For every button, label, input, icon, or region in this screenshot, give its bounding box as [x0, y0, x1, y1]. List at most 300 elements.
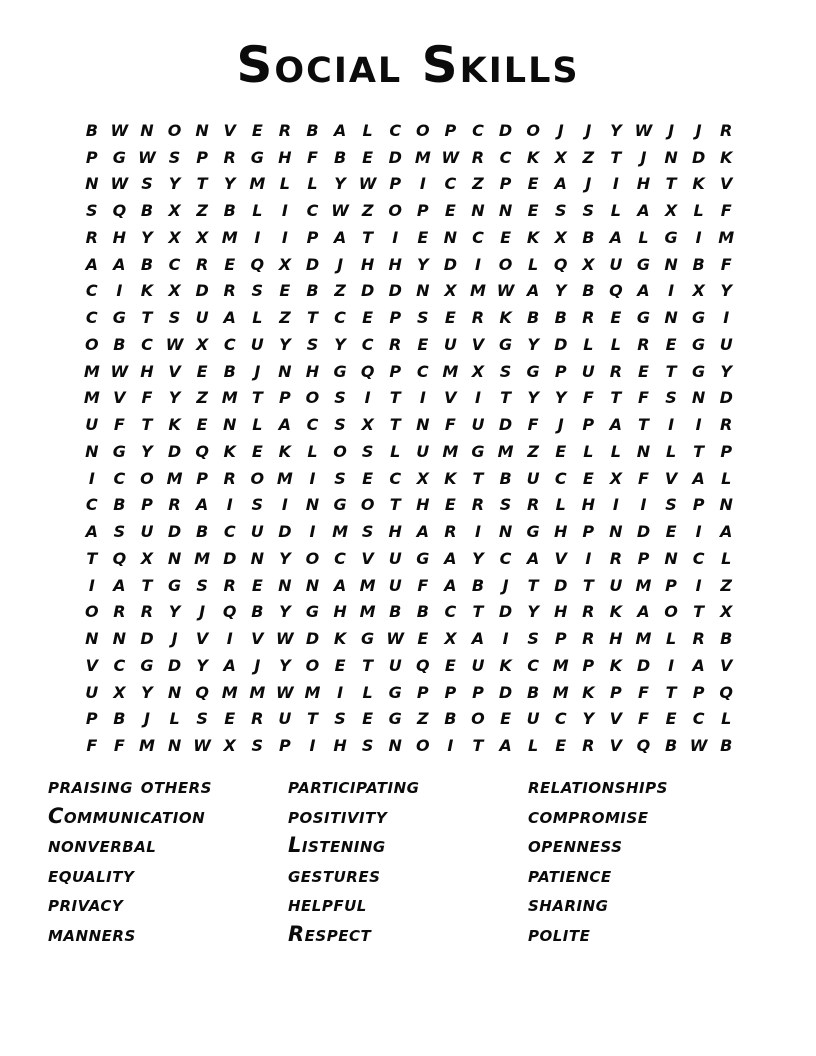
grid-cell: G — [692, 334, 706, 354]
grid-cell: U — [85, 415, 99, 435]
grid-cell: S — [582, 201, 595, 221]
grid-cell: O — [360, 495, 375, 515]
grid-row — [78, 358, 740, 385]
grid-cell: F — [582, 388, 594, 408]
grid-cell: E — [362, 147, 374, 167]
grid-cell: C — [113, 468, 126, 488]
grid-cell: X — [113, 682, 126, 702]
grid-cell: G — [526, 522, 540, 542]
grid-cell: K — [499, 655, 512, 675]
grid-cell: N — [305, 495, 320, 515]
grid-cell: S — [113, 522, 126, 542]
grid-cell: D — [388, 281, 402, 301]
grid-cell: V — [223, 120, 236, 140]
grid-cell: L — [252, 415, 263, 435]
grid-cell: B — [113, 709, 126, 729]
grid-cell: Z — [334, 281, 346, 301]
grid-cell: V — [720, 174, 733, 194]
grid-row — [78, 679, 740, 706]
grid-cell: G — [112, 308, 126, 328]
grid-cell: R — [637, 334, 650, 354]
grid-cell: P — [85, 147, 98, 167]
grid-row — [78, 572, 740, 599]
grid-cell: Q — [553, 254, 568, 274]
grid-cell: N — [140, 120, 154, 140]
grid-cell: P — [279, 388, 291, 408]
grid-cell: C — [168, 254, 181, 274]
grid-cell: N — [112, 629, 127, 649]
grid-cell: N — [719, 495, 733, 515]
grid-cell: L — [610, 334, 621, 354]
grid-cell: S — [196, 709, 208, 729]
grid-cell: G — [471, 441, 485, 461]
grid-cell: Y — [720, 361, 732, 381]
word-list-item: relationships — [528, 774, 668, 798]
grid-cell: Y — [196, 655, 208, 675]
grid-cell: S — [251, 281, 264, 301]
grid-cell: Q — [360, 361, 375, 381]
grid-cell: G — [416, 548, 430, 568]
grid-cell: H — [581, 495, 595, 515]
grid-cell: T — [141, 415, 153, 435]
grid-cell: N — [223, 415, 237, 435]
grid-cell: V — [251, 629, 264, 649]
grid-cell: P — [582, 522, 595, 542]
grid-cell: C — [306, 415, 319, 435]
grid-cell: F — [720, 254, 732, 274]
grid-cell: M — [552, 682, 569, 702]
grid-cell: W — [276, 682, 294, 702]
word-list-item: equality — [48, 862, 135, 887]
grid-row — [78, 331, 740, 358]
grid-cell: U — [526, 468, 540, 488]
grid-cell: O — [526, 120, 540, 140]
grid-cell: O — [305, 548, 320, 568]
grid-cell: S — [141, 174, 153, 194]
grid-cell: D — [554, 334, 568, 354]
grid-cell: C — [416, 361, 429, 381]
grid-cell: L — [279, 174, 290, 194]
grid-cell: P — [554, 629, 567, 649]
grid-cell: I — [723, 308, 730, 328]
grid-cell: V — [471, 334, 485, 354]
grid-cell: I — [640, 495, 647, 515]
grid-row — [78, 545, 740, 572]
grid-cell: P — [416, 201, 429, 221]
grid-cell: E — [251, 575, 263, 595]
grid-cell: O — [250, 468, 265, 488]
grid-cell: U — [388, 575, 402, 595]
grid-cell: K — [444, 468, 457, 488]
grid-cell: O — [498, 254, 513, 274]
grid-cell: M — [83, 388, 100, 408]
grid-cell: N — [305, 575, 320, 595]
grid-cell: M — [635, 575, 652, 595]
word-list-item: praising others — [48, 774, 212, 798]
grid-cell: V — [195, 629, 209, 649]
grid-cell: V — [168, 361, 181, 381]
grid-cell: G — [388, 709, 402, 729]
grid-cell: A — [609, 227, 623, 247]
grid-cell: I — [88, 468, 95, 488]
grid-cell: H — [416, 495, 430, 515]
grid-cell: T — [362, 227, 374, 247]
grid-cell: N — [691, 388, 706, 408]
grid-cell: I — [612, 174, 619, 194]
grid-cell: F — [637, 468, 649, 488]
grid-cell: B — [720, 629, 733, 649]
grid-cell: G — [167, 575, 182, 595]
word-list-item: gestures — [288, 862, 381, 887]
grid-cell: S — [334, 709, 346, 729]
grid-cell: G — [361, 629, 375, 649]
grid-row — [78, 224, 740, 251]
grid-cell: V — [554, 548, 567, 568]
grid-cell: N — [664, 254, 678, 274]
grid-cell: Y — [223, 174, 236, 194]
grid-cell: I — [88, 575, 95, 595]
grid-cell: A — [333, 227, 347, 247]
grid-cell: P — [389, 174, 402, 194]
grid-cell: M — [304, 682, 321, 702]
grid-row — [78, 652, 740, 679]
grid-cell: X — [554, 227, 567, 247]
grid-cell: S — [527, 629, 539, 649]
grid-cell: E — [665, 334, 677, 354]
grid-cell: Y — [610, 120, 622, 140]
grid-cell: W — [193, 736, 211, 756]
grid-cell: D — [498, 602, 513, 622]
grid-cell: N — [416, 281, 430, 301]
grid-cell: O — [664, 602, 678, 622]
grid-cell: S — [334, 468, 346, 488]
grid-cell: V — [444, 388, 457, 408]
grid-cell: Y — [582, 709, 595, 729]
grid-cell: A — [444, 575, 457, 595]
grid-cell: Z — [416, 709, 429, 729]
grid-cell: I — [226, 629, 233, 649]
grid-cell: X — [609, 468, 623, 488]
grid-row — [78, 251, 740, 278]
grid-cell: Q — [112, 548, 127, 568]
grid-cell: M — [359, 575, 376, 595]
grid-cell: A — [609, 415, 623, 435]
grid-cell: Y — [279, 334, 291, 354]
grid-cell: F — [86, 736, 98, 756]
grid-cell: B — [306, 120, 319, 140]
grid-cell: G — [388, 682, 402, 702]
grid-cell: M — [414, 147, 431, 167]
grid-cell: B — [499, 468, 512, 488]
grid-cell: R — [471, 308, 485, 328]
grid-cell: Y — [527, 334, 539, 354]
grid-cell: Z — [361, 201, 374, 221]
grid-cell: E — [582, 468, 594, 488]
grid-cell: C — [444, 174, 457, 194]
grid-cell: X — [664, 201, 678, 221]
grid-cell: G — [636, 308, 651, 328]
grid-cell: N — [498, 201, 513, 221]
grid-cell: N — [664, 308, 678, 328]
grid-cell: T — [141, 575, 153, 595]
grid-cell: A — [85, 522, 98, 542]
grid-cell: P — [389, 308, 402, 328]
grid-cell: R — [113, 602, 126, 622]
grid-cell: E — [196, 415, 208, 435]
grid-cell: E — [251, 120, 263, 140]
grid-cell: N — [388, 736, 402, 756]
grid-cell: N — [278, 361, 292, 381]
grid-cell: N — [609, 522, 623, 542]
grid-cell: Y — [141, 441, 153, 461]
grid-cell: A — [637, 602, 650, 622]
grid-cell: E — [555, 441, 567, 461]
grid-cell: A — [554, 174, 567, 194]
grid-cell: D — [498, 682, 513, 702]
grid-cell: S — [361, 522, 374, 542]
grid-cell: L — [390, 441, 401, 461]
grid-cell: O — [471, 709, 485, 729]
grid-cell: C — [223, 522, 236, 542]
grid-cell: P — [582, 655, 595, 675]
grid-cell: X — [582, 254, 595, 274]
grid-cell: U — [471, 655, 485, 675]
grid-cell: E — [279, 281, 291, 301]
grid-cell: M — [359, 602, 376, 622]
grid-cell: S — [417, 308, 429, 328]
grid-cell: E — [610, 308, 622, 328]
grid-cell: B — [140, 254, 154, 274]
grid-cell: P — [665, 575, 677, 595]
grid-cell: E — [555, 736, 567, 756]
grid-row — [78, 278, 740, 305]
grid-cell: I — [337, 682, 344, 702]
grid-cell: R — [278, 120, 292, 140]
grid-cell: R — [140, 602, 154, 622]
grid-cell: K — [609, 655, 623, 675]
word-list-column — [288, 772, 528, 949]
grid-cell: O — [84, 334, 99, 354]
grid-cell: M — [332, 522, 348, 542]
grid-cell: Q — [112, 201, 127, 221]
grid-cell: W — [110, 120, 129, 140]
grid-cell: N — [85, 441, 99, 461]
grid-cell: V — [720, 655, 733, 675]
word-list-item: helpful — [288, 892, 367, 916]
grid-cell: Y — [334, 334, 346, 354]
grid-cell: R — [223, 281, 236, 301]
grid-cell: H — [388, 254, 402, 274]
grid-cell: X — [195, 334, 209, 354]
grid-cell: F — [113, 415, 125, 435]
grid-cell: L — [610, 201, 621, 221]
grid-cell: M — [718, 227, 735, 247]
grid-cell: C — [85, 308, 98, 328]
grid-cell: L — [721, 468, 732, 488]
grid-cell: G — [692, 361, 706, 381]
grid-cell: M — [221, 227, 238, 247]
grid-cell: L — [307, 441, 318, 461]
grid-cell: P — [196, 468, 208, 488]
grid-cell: K — [140, 281, 154, 301]
grid-cell: O — [140, 468, 154, 488]
grid-cell: I — [116, 281, 123, 301]
grid-cell: H — [609, 629, 623, 649]
grid-cell: D — [443, 254, 457, 274]
grid-cell: L — [307, 174, 318, 194]
grid-row — [78, 706, 740, 733]
grid-cell: G — [112, 441, 126, 461]
grid-cell: P — [196, 147, 208, 167]
grid-cell: J — [254, 655, 261, 675]
grid-cell: Q — [195, 682, 209, 702]
grid-cell: E — [527, 201, 539, 221]
grid-cell: N — [498, 522, 513, 542]
grid-cell: S — [306, 334, 319, 354]
grid-cell: B — [85, 120, 98, 140]
grid-cell: S — [196, 575, 208, 595]
word-list-column — [528, 772, 768, 949]
grid-cell: T — [472, 736, 484, 756]
grid-cell: G — [112, 147, 126, 167]
grid-cell: D — [636, 655, 651, 675]
grid-cell: B — [113, 334, 126, 354]
grid-cell: A — [526, 281, 540, 301]
grid-cell: R — [526, 495, 540, 515]
grid-cell: K — [582, 682, 595, 702]
word-list-item: positivity — [288, 803, 388, 828]
grid-cell: J — [585, 120, 592, 140]
word-list-item: participating — [288, 774, 420, 798]
grid-cell: A — [223, 308, 236, 328]
grid-cell: I — [254, 227, 261, 247]
grid-cell: D — [278, 522, 292, 542]
grid-cell: A — [720, 522, 733, 542]
grid-cell: F — [113, 736, 125, 756]
grid-cell: E — [527, 174, 539, 194]
grid-cell: Y — [279, 655, 291, 675]
grid-cell: Y — [168, 174, 181, 194]
grid-cell: G — [305, 602, 320, 622]
grid-cell: Y — [279, 602, 291, 622]
grid-cell: E — [500, 709, 511, 729]
grid-cell: S — [168, 147, 181, 167]
grid-cell: Q — [222, 602, 237, 622]
grid-cell: P — [499, 174, 512, 194]
grid-cell: A — [692, 655, 705, 675]
grid-cell: L — [252, 308, 263, 328]
grid-cell: P — [444, 682, 457, 702]
grid-cell: Y — [720, 281, 732, 301]
grid-cell: R — [471, 495, 485, 515]
word-list-item: Communication — [48, 803, 206, 828]
grid-cell: F — [306, 147, 318, 167]
grid-cell: E — [417, 334, 429, 354]
grid-cell: C — [85, 281, 98, 301]
grid-cell: W — [276, 629, 294, 649]
grid-cell: B — [527, 308, 540, 328]
grid-cell: G — [526, 361, 540, 381]
grid-cell: Q — [609, 281, 623, 301]
grid-cell: I — [419, 174, 426, 194]
grid-cell: T — [637, 415, 649, 435]
grid-cell: K — [609, 602, 623, 622]
grid-cell: B — [416, 602, 429, 622]
grid-cell: Z — [472, 174, 484, 194]
grid-cell: R — [195, 254, 209, 274]
grid-cell: N — [195, 120, 209, 140]
grid-cell: A — [333, 120, 347, 140]
grid-cell: C — [223, 334, 236, 354]
grid-cell: B — [196, 522, 209, 542]
grid-cell: N — [636, 441, 651, 461]
grid-cell: R — [692, 629, 705, 649]
grid-cell: M — [497, 441, 514, 461]
grid-cell: Q — [415, 655, 430, 675]
grid-cell: T — [389, 495, 401, 515]
grid-cell: H — [140, 361, 154, 381]
grid-cell: I — [695, 575, 702, 595]
grid-cell: J — [640, 147, 647, 167]
grid-cell: X — [168, 201, 181, 221]
grid-cell: E — [334, 655, 346, 675]
grid-cell: W — [110, 174, 129, 194]
grid-cell: D — [167, 522, 182, 542]
grid-cell: W — [496, 281, 515, 301]
grid-cell: T — [665, 174, 677, 194]
grid-cell: R — [582, 308, 595, 328]
grid-cell: N — [471, 201, 485, 221]
grid-cell: R — [223, 147, 236, 167]
grid-cell: N — [443, 227, 458, 247]
grid-cell: A — [195, 495, 209, 515]
grid-cell: S — [251, 736, 264, 756]
grid-cell: P — [389, 361, 402, 381]
grid-cell: I — [612, 495, 619, 515]
grid-cell: L — [169, 709, 180, 729]
grid-cell: X — [278, 254, 292, 274]
grid-cell: L — [252, 201, 263, 221]
word-list-item: openness — [528, 833, 623, 857]
grid-cell: Y — [141, 682, 153, 702]
grid-cell: M — [442, 361, 459, 381]
grid-cell: A — [499, 736, 512, 756]
grid-cell: U — [416, 441, 430, 461]
grid-cell: K — [526, 227, 540, 247]
grid-cell: T — [472, 602, 484, 622]
grid-cell: R — [389, 334, 402, 354]
grid-cell: W — [386, 629, 405, 649]
grid-cell: N — [167, 548, 182, 568]
grid-cell: B — [582, 281, 595, 301]
word-list-item: polite — [528, 921, 591, 946]
grid-cell: A — [278, 415, 292, 435]
grid-cell: L — [721, 709, 732, 729]
grid-row — [78, 438, 740, 465]
grid-cell: W — [138, 147, 156, 167]
grid-cell: G — [636, 254, 651, 274]
grid-cell: R — [223, 468, 236, 488]
grid-cell: Z — [582, 147, 595, 167]
grid-cell: L — [528, 254, 539, 274]
grid-cell: C — [113, 655, 126, 675]
word-list-item: patience — [528, 862, 612, 887]
grid-cell: S — [334, 388, 346, 408]
grid-cell: E — [251, 441, 263, 461]
grid-cell: E — [444, 655, 456, 675]
grid-cell: V — [85, 655, 98, 675]
grid-cell: R — [251, 709, 264, 729]
